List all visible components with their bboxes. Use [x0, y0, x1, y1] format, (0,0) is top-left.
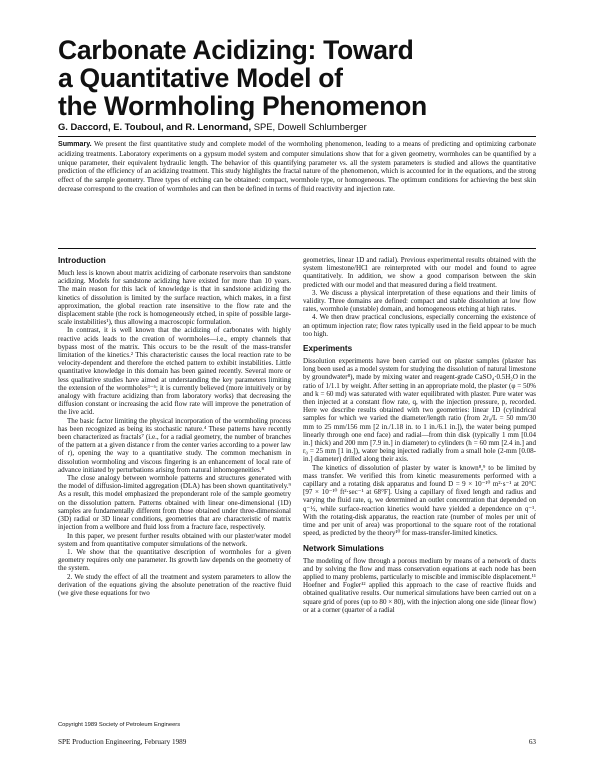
copyright-notice: Copyright 1989 Society of Petroleum Engineers: [58, 722, 181, 728]
summary-label: Summary.: [58, 141, 92, 148]
header-rule-top: [58, 136, 536, 137]
paper-title: [58, 36, 558, 120]
point-3-paragraph: 3. We discuss a physical interpretation of these equations and their limits of validity. Three domains are defined: compact and stable dissolution at low flow rates, wormhole (unstable) domain, and homogeneous etching at high rates.: [303, 288, 536, 314]
intro-paragraph-1: Much less is known about matrix acidizing of carbonate reservoirs than sandstone acidizing. Models for sandstone acidizing have existed for more than 10 years. The main reason for this lack of knowledge is that in sandstone acidizing the kinetics of dissolution is limited by the surface reaction, which makes, in a first approximation, the global reaction rate insensitive to the flow rate and the displacement stable (the rock is homogeneously etched, in spite of possible large-scale instabilities¹), thus allowing a macroscopic formulation.: [58, 269, 291, 327]
title-line-2: a Quantitative Model of: [58, 63, 343, 93]
right-column: [303, 256, 536, 614]
experiments-paragraph-2: The kinetics of dissolution of plaster by water is known⁸,⁹ to be limited by mass transfer. We verified this from kinetic measurements performed with a capillary and a rotating disk apparatus and found D = 9 × 10⁻¹⁰ m²·s⁻¹ at 20°C [97 × 10⁻¹⁰ ft²·sec⁻¹ at 68°F]. Using a capillary of fixed length and radius and varying the fluid rate, q, we determined an outlet concentration that depended on q⁻½, while surface-reaction kinetics would have yielded a dependence on q⁻¹. With the rotating-disk apparatus, the reaction rate (number of moles per unit of time and per unit of area) was proportional to the square root of the rotational speed, as predicted by the theory¹⁰ for mass-transfer-limited kinetics.: [303, 463, 536, 538]
left-column: [58, 256, 291, 597]
network-paragraph-1: The modeling of flow through a porous medium by means of a network of ducts and by solving the flow and mass conservation equations at each node has been applied to many problems, particularly to miscible and immiscible displacement.¹¹ Hoefner and Fogler¹² applied this approach to the case of reactive fluids and obtained qualitative results. Our numerical simulations have been carried out on a square grid of pores (up to 80 × 80), with the injection along one side (linear flow) or at a corner (quarter of a radial: [303, 556, 536, 614]
continued-paragraph: geometries, linear 1D and radial). Previous experimental results obtained with the system limestone/HCl are reinterpreted with our model and found to agree quantitatively. In addition, we show a good comparison between the skin predicted with our model and that measured during a field treatment.: [303, 256, 536, 289]
intro-paragraph-5: In this paper, we present further results obtained with our plaster/water model system and from quantitative computer simulations of the network.: [58, 531, 291, 548]
intro-paragraph-7: 2. We study the effect of all the treatment and system parameters to allow the derivation of the equations giving the absolute penetration of the reactive fluid (we give these equations for two: [58, 572, 291, 597]
author-line: [58, 121, 367, 132]
summary-text: We present the first quantitative study and complete model of the wormholing phenomenon, leading to a means of predicting and optimizing carbonate acidizing treatments. Laboratory experiments on a gypsum model system and computer simulations show that for a given geometry, wormholes can be quantified by a unique parameter, their equivalent hydraulic length. The behavior of this quantifying parameter vs. all the system parameters is studied and allows the quantitative prediction of the efficiency of an acidizing treatment. This study highlights the fractal nature of the phenomenon, which is accounted for in the equations, and the strong effect of the sample geometry. Three types of etching can be obtained: compact, wormhole type, or homogeneous. The optimum conditions for achieving the best skin decrease correspond to the creation of wormholes and can then be defined in terms of fluid reactivity and injection rate.: [58, 140, 536, 193]
journal-citation: SPE Production Engineering, February 1989: [58, 738, 187, 746]
point-4-paragraph: 4. We then draw practical conclusions, especially concerning the existence of an optimum injection rate; flow rates typically used in the field appear to be much too high.: [303, 313, 536, 338]
author-names: G. Daccord, E. Touboul, and R. Lenormand,: [58, 121, 252, 132]
page-footer: [58, 738, 536, 746]
intro-paragraph-3: The basic factor limiting the physical incorporation of the wormholing process has been recognized as being its stochastic nature.⁴ These patterns have recently been characterized as fractals⁷ (i.e., for a radial geometry, the number of branches of the pattern at a given distance r from the center varies according to a power law of r), opening the way to a quantitative study. The common mechanism in dissolution wormholing and viscous fingering is an enhancement of local rate of advance initiated by perturbations arising from natural inhomogeneities.⁸: [58, 416, 291, 474]
title-line-1: Carbonate Acidizing: Toward: [58, 35, 414, 65]
title-line-3: the Wormholing Phenomenon: [58, 91, 427, 121]
intro-paragraph-6: 1. We show that the quantitative description of wormholes for a given geometry requires only one parameter. Its growth law depends on the geometry of the system.: [58, 547, 291, 573]
experiments-paragraph-1: Dissolution experiments have been carried out on plaster samples (plaster has long been used as a model system for studying the dissolution of natural limestone by groundwater⁸), made by mixing water and reagent-grade CaSO₄·0.5H₂O in the ratio of 1/1.1 by weight. After setting in an appropriate mold, the plaster (φ = 50% and k = 60 md) was saturated with water equilibrated with plaster. Pure water was then injected at a constant flow rate, q, with the injection pressure, p, recorded. Here we describe results obtained with two geometries: linear 1D (cylindrical samples for which we varied the diameter/length ratio (from 2r₀/L = 50 mm/30 mm to 25 mm/156 mm [2 in./1.18 in. to 1 in./6.1 in.]), the water being pumped linearly through one end face) and radial—from thin disk (typically 1 mm [0.04 in.] thick) and 200 mm [7.9 in.] in diameter) to cylinders (h = 60 mm [2.4 in.] and r₀ = 25 mm [1 in.]), water being injected radially from a small hole (2-mm [0.08-in.] diameter) drilled along their axis.: [303, 357, 536, 464]
summary-block: [58, 140, 536, 194]
intro-paragraph-4: The close analogy between wormhole patterns and structures generated with the model of diffusion-limited aggregation (DLA) has been shown quantitatively.⁹ As a result, this model emphasized the preponderant role of the sample geometry on the dissolution pattern. Patterns obtained with linear one-dimensional (1D) samples are fundamentally different from those obtained under three-dimensional (3D) radial or 3D linear conditions, geometries that are characteristic of matrix injection from a wellbore and fluid loss from a fracture face, respectively.: [58, 474, 291, 532]
author-affiliation: SPE, Dowell Schlumberger: [253, 121, 367, 132]
page-number: 63: [528, 738, 536, 746]
header-rule-bottom: [58, 248, 536, 249]
network-simulations-heading: Network Simulations: [303, 543, 384, 553]
intro-paragraph-2: In contrast, it is well known that the acidizing of carbonates with highly reactive acids leads to the creation of wormholes—i.e., empty channels that bypass most of the matrix. This occurs to be the result of the mass-transfer limitation of the kinetics.² This characteristic causes the local reaction rate to be velocity-dependent and therefore the etched pattern to exhibit instabilities. Little quantitative knowledge in this domain has been gained recently. Several more or less qualitative studies have aimed at understanding the key parameters limiting the extension of the wormholes³⁻⁶; it is currently believed (more intuitively or by analogy with fracture acidizing than from laboratory works) that decreasing the diffusion constant or increasing the acid flow rate will improve the penetration of the live acid.: [58, 326, 291, 417]
experiments-heading: Experiments: [303, 344, 353, 354]
introduction-heading: Introduction: [58, 256, 106, 265]
